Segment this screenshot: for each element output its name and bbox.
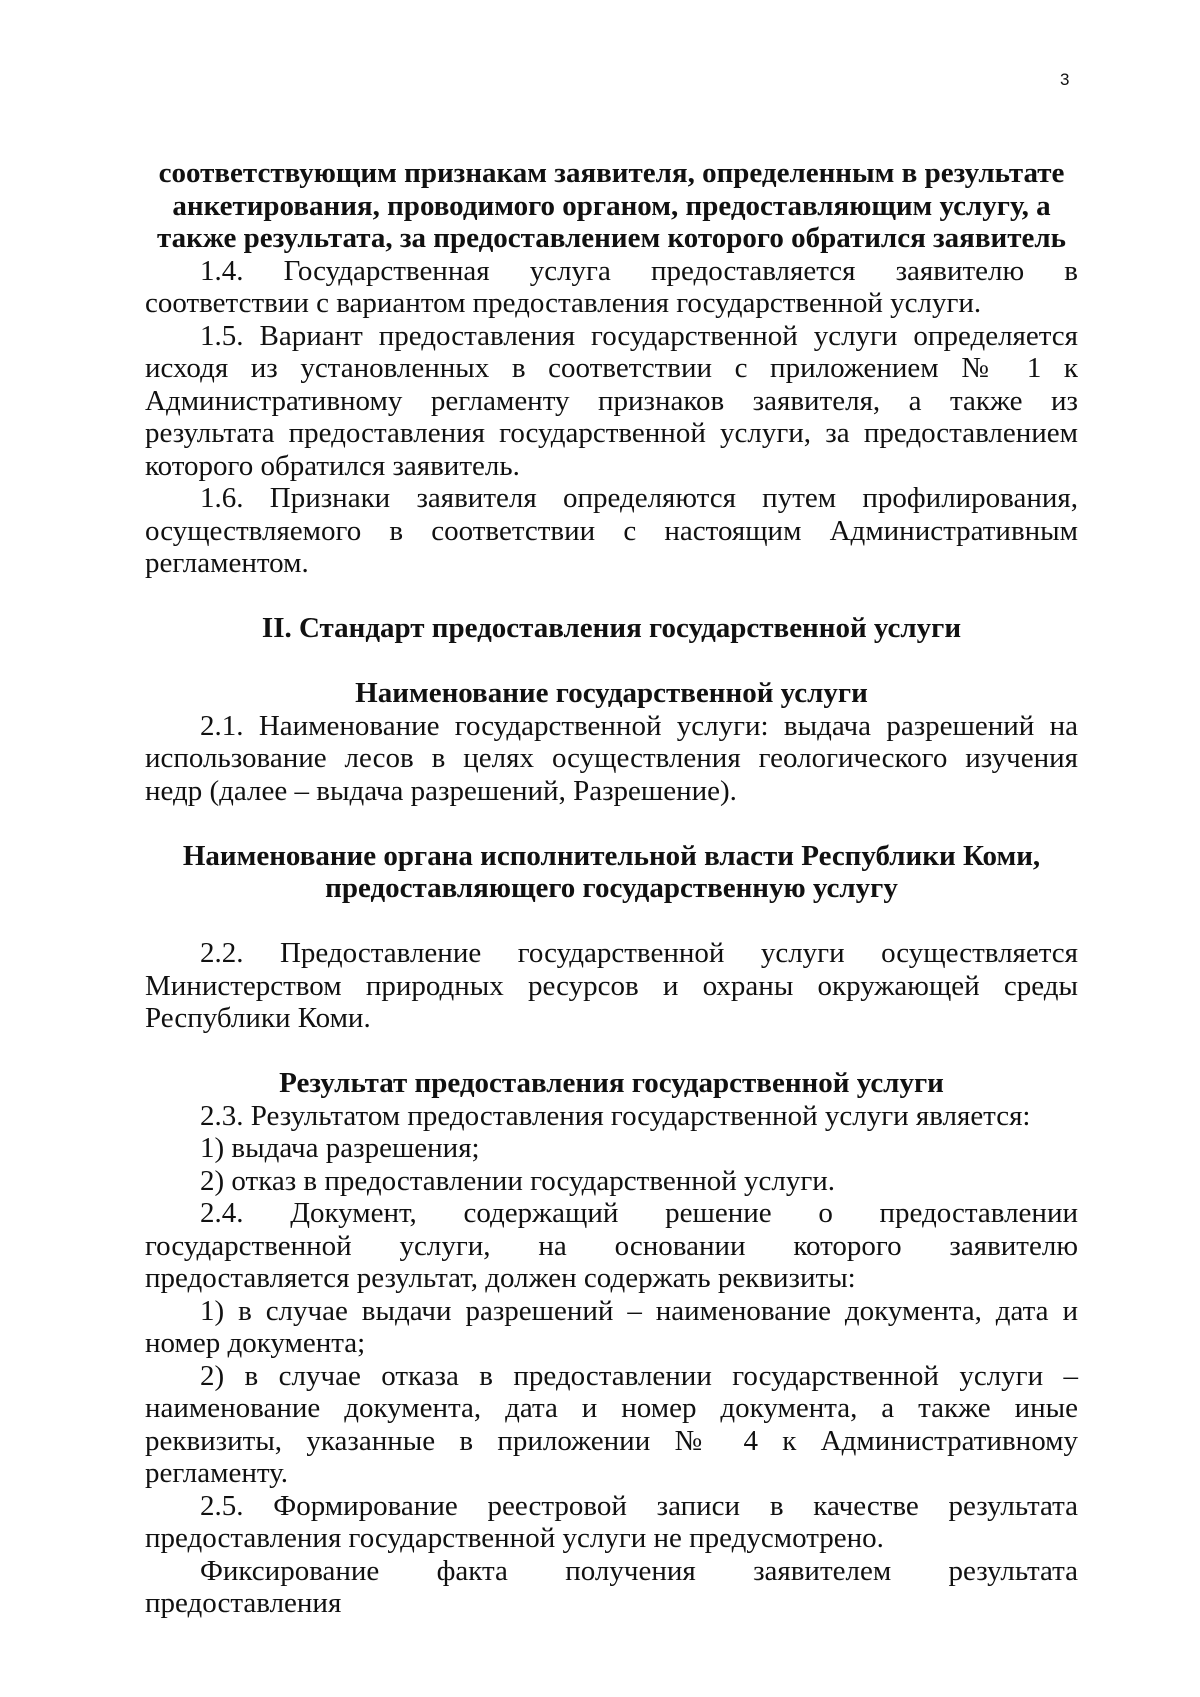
page-number: 3	[1060, 70, 1070, 89]
paragraph-1-6: 1.6. Признаки заявителя определяются путем профилирования, осуществляемого в соответствии с настоящим Административным регламентом.	[145, 482, 1078, 579]
spacer	[145, 580, 1078, 613]
subsection-organ-title-line2: предоставляющего государственную услугу	[325, 872, 898, 904]
spacer	[145, 645, 1078, 678]
heading-continuation: соответствующим признакам заявителя, определенным в результате анкетирования, проводимого органом, предоставляющим услугу, а также результата, за предоставлением которого обратился заявитель	[157, 157, 1066, 254]
paragraph-last: Фиксирование факта получения заявителем результата предоставления	[145, 1554, 1078, 1619]
paragraph-2-4: 2.4. Документ, содержащий решение о предоставлении государственной услуги, на основании которого заявителю предоставляется результат, должен содержать реквизиты:	[145, 1197, 1078, 1294]
subsection-result-title: Результат предоставления государственной услуги	[279, 1067, 944, 1099]
paragraph-2-5: 2.5. Формирование реестровой записи в качестве результата предоставления государственной услуги не предусмотрено.	[145, 1489, 1078, 1554]
spacer	[145, 1035, 1078, 1068]
page-body	[145, 157, 1078, 1620]
section-2-title: II. Стандарт предоставления государственной услуги	[261, 612, 962, 644]
subsection-organ-title-line1: Наименование органа исполнительной власти Республики Коми,	[182, 839, 1041, 872]
spacer	[145, 905, 1078, 938]
paragraph-2-1: 2.1. Наименование государственной услуги: выдача разрешений на использование лесов в целях осуществления геологического изучения недр (далее – выдача разрешений, Разрешение).	[145, 709, 1078, 807]
paragraph-2-3: 2.3. Результатом предоставления государственной услуги является:	[200, 1099, 1031, 1132]
paragraph-2-3-item-2: 2) отказ в предоставлении государственной услуги.	[200, 1164, 836, 1197]
paragraph-2-3-item-1: 1) выдача разрешения;	[200, 1132, 480, 1164]
paragraph-1-4: 1.4. Государственная услуга предоставляется заявителю в соответствии с вариантом предоставления государственной услуги.	[145, 254, 1078, 319]
spacer	[145, 807, 1078, 840]
paragraph-1-5: 1.5. Вариант предоставления государственной услуги определяется исходя из установленных в соответствии с приложением № 1 к Административному регламенту признаков заявителя, а также из результата предоставления государственной услуги, за предоставлением которого обратился заявитель.	[145, 319, 1078, 482]
subsection-service-name-title: Наименование государственной услуги	[355, 677, 868, 709]
paragraph-2-4-item-2: 2) в случае отказа в предоставлении государственной услуги – наименование документа, дата и номер документа, а также иные реквизиты, указанные в приложении № 4 к Административному регламенту.	[145, 1359, 1078, 1489]
paragraph-2-2: 2.2. Предоставление государственной услуги осуществляется Министерством природных ресурсов и охраны окружающей среды Республики Коми.	[145, 937, 1078, 1034]
paragraph-2-4-item-1: 1) в случае выдачи разрешений – наименование документа, дата и номер документа;	[145, 1294, 1078, 1359]
